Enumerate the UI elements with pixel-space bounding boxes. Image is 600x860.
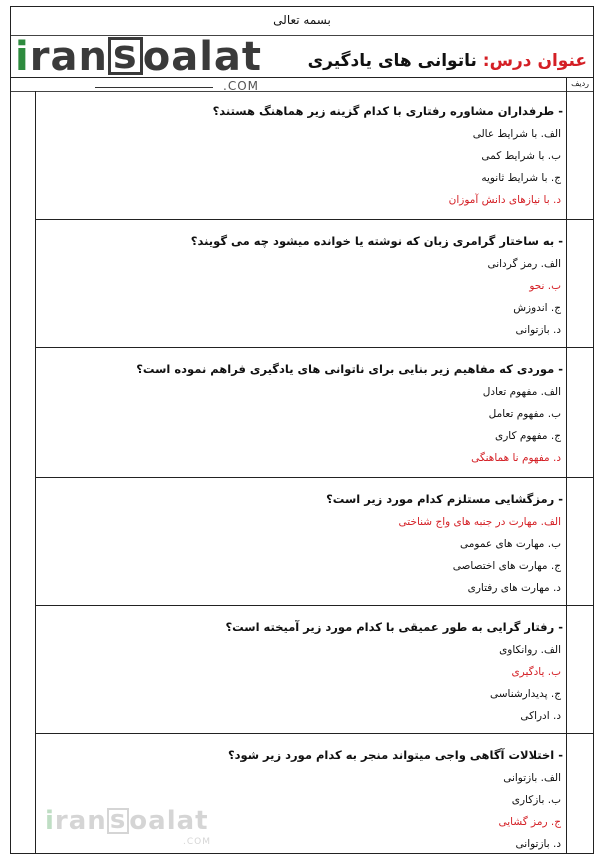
question-divider (35, 219, 593, 220)
exam-sheet (10, 6, 594, 854)
answer-option: ب. با شرایط کمی (481, 150, 561, 162)
answer-option: الف. بازتوانی (503, 772, 561, 784)
left-margin-line (35, 91, 36, 853)
answer-option: الف. روانکاوی (499, 644, 561, 656)
watermark-i: i (45, 806, 55, 836)
question-divider (35, 733, 593, 734)
basmala-heading: بسمه تعالی (273, 13, 331, 27)
answer-option: الف. مفهوم تعادل (482, 386, 561, 398)
watermark-ran: ran (54, 806, 107, 836)
lesson-label: عنوان درس: (482, 51, 587, 71)
question-stem: - اختلالات آگاهی واجی میتواند منجر به کدام مورد زیر شود؟ (227, 748, 563, 762)
answer-option: د. بازتوانی (515, 838, 561, 850)
answer-option: ج. پدیدارشناسی (489, 688, 561, 700)
answer-option: ج. مفهوم کاری (495, 430, 561, 442)
question-stem: - طرفداران مشاوره رفتاری با کدام گزینه زیر هماهنگ هستند؟ (212, 104, 563, 118)
lesson-title (308, 51, 587, 71)
answer-option-correct: د. مفهوم نا هماهنگی (471, 452, 561, 464)
answer-option-correct: ب. نحو (529, 280, 561, 292)
logo-ran: ran (29, 34, 108, 80)
answer-option: د. بازتوانی (515, 324, 561, 336)
top-bar (11, 7, 593, 36)
answer-option: الف. رمز گردانی (487, 258, 561, 270)
question-block (37, 103, 565, 207)
logo-wordmark (15, 32, 263, 80)
logo-underline (95, 87, 213, 88)
answer-option-correct: د. با نیازهای دانش آموزان (448, 194, 561, 206)
question-block (37, 233, 565, 337)
radif-column-divider (566, 77, 567, 91)
question-stem: - رمزگشایی مستلزم کدام مورد زیر است؟ (326, 492, 563, 506)
logo-rest: oalat (142, 34, 263, 80)
logo-s-box: s (108, 37, 143, 75)
answer-option: الف. با شرایط عالی (472, 128, 561, 140)
question-block (37, 491, 565, 595)
watermark-wordmark (45, 807, 215, 835)
radif-label: ردیف (571, 79, 589, 88)
question-stem: - رفتار گرایی به طور عمیقی با کدام مورد زیر آمیخته است؟ (225, 620, 563, 634)
answer-option-correct: ج. رمز گشایی (498, 816, 561, 828)
question-divider (35, 347, 593, 348)
answer-option-correct: الف. مهارت در جنبه های واج شناختی (398, 516, 561, 528)
logo-com: .COM (223, 79, 259, 93)
answer-option: ب. مهارت های عمومی (460, 538, 561, 550)
watermark-s-box: s (107, 808, 129, 834)
question-divider (35, 477, 593, 478)
answer-option: ج. مهارت های اختصاصی (452, 560, 561, 572)
answer-option: ب. مفهوم تعامل (488, 408, 561, 420)
logo-i: i (15, 34, 30, 80)
question-block (37, 361, 565, 465)
site-logo (15, 32, 265, 93)
lesson-value: ناتوانی های یادگیری (307, 51, 477, 71)
answer-option: د. ادراکی (520, 710, 561, 722)
answer-option-correct: ب. یادگیری (511, 666, 561, 678)
question-stem: - موردی که مفاهیم زیر بنایی برای ناتوانی های یادگیری فراهم نموده است؟ (136, 362, 563, 376)
watermark-rest: oalat (129, 806, 209, 836)
answer-option: ج. با شرایط ثانویه (481, 172, 561, 184)
question-block (37, 619, 565, 723)
watermark-com: .COM (183, 837, 211, 847)
answer-option: د. مهارت های رفتاری (467, 582, 561, 594)
subheader-divider (11, 91, 593, 92)
question-stem: - به ساختار گرامری زبان که نوشته یا خوانده میشود چه می گویند؟ (190, 234, 563, 248)
watermark-logo (45, 807, 215, 855)
radif-column-line (566, 91, 567, 853)
answer-option: ج. اندوزش (513, 302, 561, 314)
question-divider (35, 605, 593, 606)
answer-option: ب. بازکاری (511, 794, 561, 806)
header-divider (11, 77, 593, 78)
